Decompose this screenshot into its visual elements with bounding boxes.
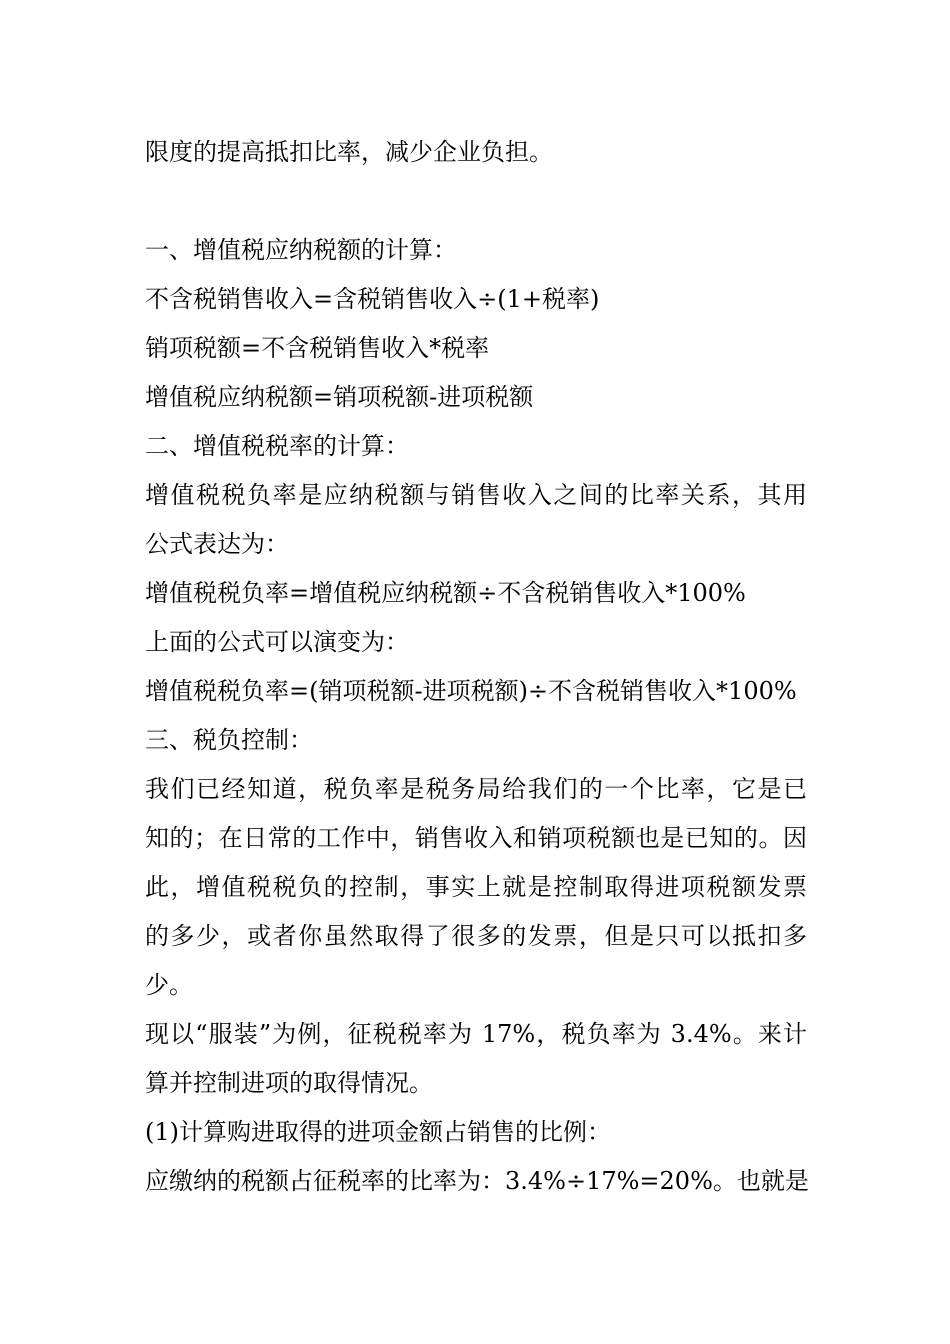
section3-para1-line5: 少。 bbox=[145, 971, 193, 999]
section1-heading: 一、增值税应纳税额的计算： bbox=[145, 236, 457, 264]
section3-heading: 三、税负控制： bbox=[145, 726, 313, 754]
section3-para1-line1: 我们已经知道，税负率是税务局给我们的一个比率，它是已 bbox=[145, 775, 807, 803]
section2-formula2: 增值税税负率=(销项税额-进项税额)÷不含税销售收入*100% bbox=[145, 677, 797, 705]
section1-formula3: 增值税应纳税额=销项税额-进项税额 bbox=[145, 383, 534, 411]
section3-para3-line1: 应缴纳的税额占征税率的比率为：3.4%÷17%=20%。也就是 bbox=[145, 1167, 809, 1195]
section2-formula1: 增值税税负率=增值税应纳税额÷不含税销售收入*100% bbox=[145, 579, 746, 607]
section3-para2-line2: 算并控制进项的取得情况。 bbox=[145, 1069, 433, 1097]
section3-sub-heading: (1)计算购进取得的进项金额占销售的比例： bbox=[145, 1118, 611, 1146]
section3-para1-line4: 的多少，或者你虽然取得了很多的发票，但是只可以抵扣多 bbox=[145, 922, 807, 950]
section2-para-line1: 增值税税负率是应纳税额与销售收入之间的比率关系，其用 bbox=[145, 481, 807, 509]
section1-formula2: 销项税额=不含税销售收入*税率 bbox=[145, 334, 490, 362]
section1-formula1: 不含税销售收入=含税销售收入÷(1+税率) bbox=[145, 285, 600, 313]
section2-note: 上面的公式可以演变为： bbox=[145, 628, 409, 656]
section3-para1-line3: 此，增值税税负的控制，事实上就是控制取得进项税额发票 bbox=[145, 873, 807, 901]
section2-heading: 二、增值税税率的计算： bbox=[145, 432, 409, 460]
document-body bbox=[145, 128, 807, 1206]
paragraph-gap bbox=[145, 177, 807, 226]
section2-para-line2: 公式表达为： bbox=[145, 530, 289, 558]
section3-para2-line1: 现以“服装”为例，征税税率为 17%，税负率为 3.4%。来计 bbox=[145, 1020, 807, 1048]
section3-para1-line2: 知的；在日常的工作中，销售收入和销项税额也是已知的。因 bbox=[145, 824, 807, 852]
intro-line: 限度的提高抵扣比率，减少企业负担。 bbox=[145, 138, 553, 166]
